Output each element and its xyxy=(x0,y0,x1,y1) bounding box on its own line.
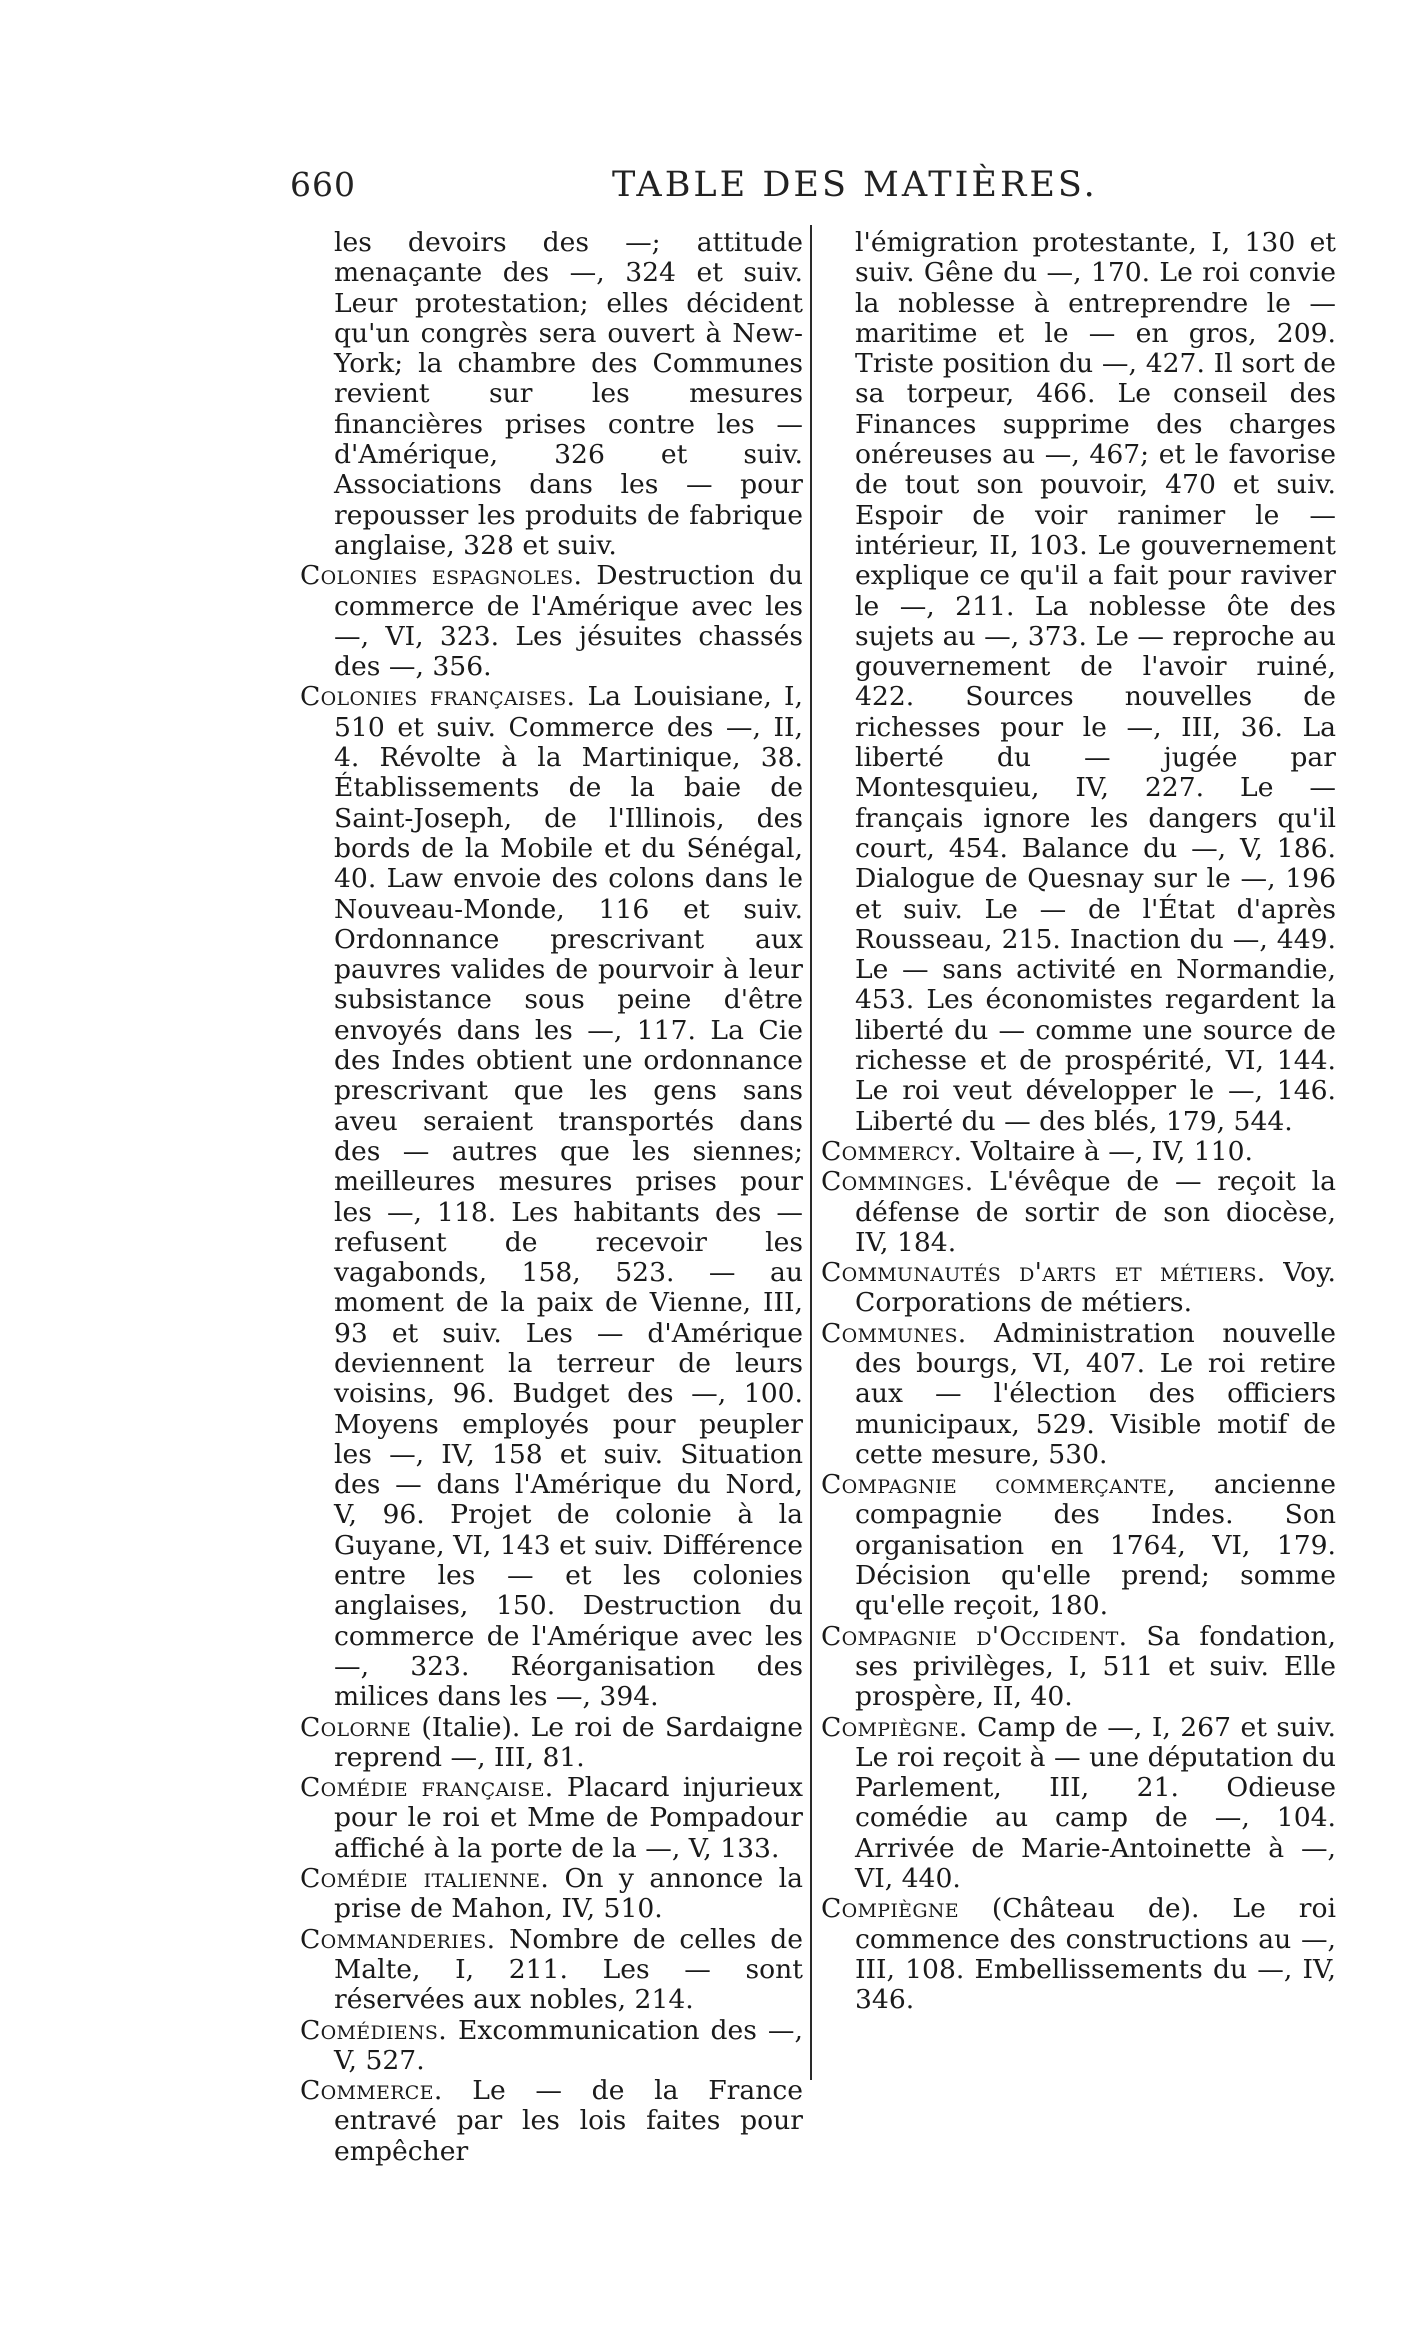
entry-headword: Compagnie d'Occident. xyxy=(821,1620,1128,1652)
entry-text: Voy. Corporations de métiers. xyxy=(855,1257,1336,1319)
entry-text: Administration nouvelle des bourgs, VI, 407. Le roi retire aux — l'élection des officiers municipaux, 529. Visible motif de cette mesure, 530. xyxy=(855,1317,1336,1470)
column-divider xyxy=(810,225,812,2080)
entry-headword: Communes. xyxy=(821,1317,967,1349)
entry-headword: Compagnie commerçante, xyxy=(821,1469,1176,1501)
entry-text: l'émigration protestante, I, 130 et suiv. Gêne du —, 170. Le roi convie la noblesse à entreprendre le — maritime et le — en gros, 209. Triste position du —, 427. Il sort de sa torpeur, 466. Le conseil des Finances supprime des charges onéreuses au —, 467; et le favorise de tout son pouvoir, 470 et suiv. Espoir de voir ranimer le — intérieur, II, 103. Le gouvernement explique ce qu'il a fait pour raviver le —, 211. La noblesse ôte des sujets au —, 373. Le — reproche au gouvernement de l'avoir ruiné, 422. Sources nouvelles de richesses pour le —, III, 36. La liberté du — jugée par Montesquieu, IV, 227. Le — français ignore les dangers qu'il court, 454. Balance du —, V, 186. Dialogue de Quesnay sur le —, 196 et suiv. Le — de l'État d'après Rousseau, 215. Inaction du —, 449. Le — sans activité en Normandie, 453. Les économistes regardent la liberté du — comme une source de richesse et de prospérité, VI, 144. Le roi veut développer le —, 146. Liberté du — des blés, 179, 544. xyxy=(855,227,1336,1137)
index-entry xyxy=(821,1137,1336,1167)
entry-headword: Comédie italienne. xyxy=(300,1863,550,1895)
left-column xyxy=(300,228,803,2167)
index-entry xyxy=(300,1925,803,2016)
entry-text: (Italie). Le roi de Sardaigne reprend —, III, 81. xyxy=(334,1711,803,1773)
index-entry xyxy=(821,1258,1336,1319)
index-entry xyxy=(300,1713,803,1774)
index-entry xyxy=(821,1894,1336,2015)
entry-headword: Communautés d'arts et métiers. xyxy=(821,1257,1266,1289)
entry-text: Sa fondation, ses privilèges, I, 511 et suiv. Elle prospère, II, 40. xyxy=(855,1620,1336,1713)
entry-text: Voltaire à —, IV, 110. xyxy=(970,1135,1253,1167)
entry-text: Le — de la France entravé par les lois faites pour empêcher xyxy=(334,2075,803,2167)
entry-text: Nombre de celles de Malte, I, 211. Les — sont réservées aux nobles, 214. xyxy=(334,1923,803,2016)
entry-headword: Comminges. xyxy=(821,1166,974,1198)
entry-text: Excommunication des —, V, 527. xyxy=(334,2014,803,2076)
index-entry xyxy=(300,228,803,561)
index-entry xyxy=(300,2016,803,2077)
index-entry xyxy=(300,2076,803,2167)
entry-text: On y annonce la prise de Mahon, IV, 510. xyxy=(334,1863,803,1925)
index-entry xyxy=(821,1470,1336,1621)
index-entry xyxy=(821,1713,1336,1895)
entry-text: les devoirs des —; attitude menaçante des —, 324 et suiv. Leur protestation; elles décident qu'un congrès sera ouvert à New-York; la chambre des Communes revient sur les mesures financières prises contre les — d'Amérique, 326 et suiv. Associations dans les — pour repousser les produits de fabrique anglaise, 328 et suiv. xyxy=(334,227,803,561)
entry-text: L'évêque de — reçoit la défense de sortir de son diocèse, IV, 184. xyxy=(855,1166,1336,1258)
entry-text: Destruction du commerce de l'Amérique avec les —, VI, 323. Les jésuites chassés des —, 356. xyxy=(334,560,803,683)
index-entry xyxy=(821,228,1336,1137)
entry-headword: Compiègne xyxy=(821,1893,959,1925)
entry-text: ancienne compagnie des Indes. Son organisation en 1764, VI, 179. Décision qu'elle prend; somme qu'elle reçoit, 180. xyxy=(855,1469,1336,1622)
index-entry xyxy=(300,1773,803,1864)
entry-text: Camp de —, I, 267 et suiv. Le roi reçoit à — une députation du Parlement, III, 21. Odieuse comédie au camp de —, 104. Arrivée de Marie-Antoinette à —, VI, 440. xyxy=(855,1711,1336,1895)
entry-headword: Colonies espagnoles. xyxy=(300,560,583,592)
index-entry xyxy=(300,1864,803,1925)
entry-headword: Commerce. xyxy=(300,2075,443,2107)
entry-headword: Comédiens. xyxy=(300,2014,447,2046)
entry-headword: Colonies françaises. xyxy=(300,681,576,713)
entry-text: Placard injurieux pour le roi et Mme de Pompadour affiché à la porte de la —, V, 133. xyxy=(334,1772,803,1864)
page-title: TABLE DES MATIÈRES. xyxy=(612,165,1098,205)
entry-headword: Compiègne. xyxy=(821,1711,968,1743)
right-column xyxy=(821,228,1336,2016)
index-entry xyxy=(300,682,803,1712)
index-entry xyxy=(821,1319,1336,1470)
entry-headword: Commanderies. xyxy=(300,1923,496,1955)
index-entry xyxy=(821,1622,1336,1713)
index-entry xyxy=(300,561,803,682)
entry-headword: Comédie française. xyxy=(300,1772,554,1804)
index-entry xyxy=(821,1167,1336,1258)
page-number: 660 xyxy=(290,165,356,204)
entry-text: La Louisiane, I, 510 et suiv. Commerce des —, II, 4. Révolte à la Martinique, 38. Établissements de la baie de Saint-Joseph, de l'Illinois, des bords de la Mobile et du Sénégal, 40. Law envoie des colons dans le Nouveau-Monde, 116 et suiv. Ordonnance prescrivant aux pauvres valides de pourvoir à leur subsistance sous peine d'être envoyés dans les —, 117. La Cie des Indes obtient une ordonnance prescrivant que les gens sans aveu seraient transportés dans des — autres que les siennes; meilleures mesures prises pour les —, 118. Les habitants des — refusent de recevoir les vagabonds, 158, 523. — au moment de la paix de Vienne, III, 93 et suiv. Les — d'Amérique deviennent la terreur de leurs voisins, 96. Budget des —, 100. Moyens employés pour peupler les —, IV, 158 et suiv. Situation des — dans l'Amérique du Nord, V, 96. Projet de colonie à la Guyane, VI, 143 et suiv. Différence entre les — et les colonies anglaises, 150. Destruction du commerce de l'Amérique avec les —, 323. Réorganisation des milices dans les —, 394. xyxy=(334,681,803,1713)
entry-text: (Château de). Le roi commence des constructions au —, III, 108. Embellissements du —, IV, 346. xyxy=(855,1893,1336,2016)
entry-headword: Colorne xyxy=(300,1711,412,1743)
entry-headword: Commercy. xyxy=(821,1135,963,1167)
